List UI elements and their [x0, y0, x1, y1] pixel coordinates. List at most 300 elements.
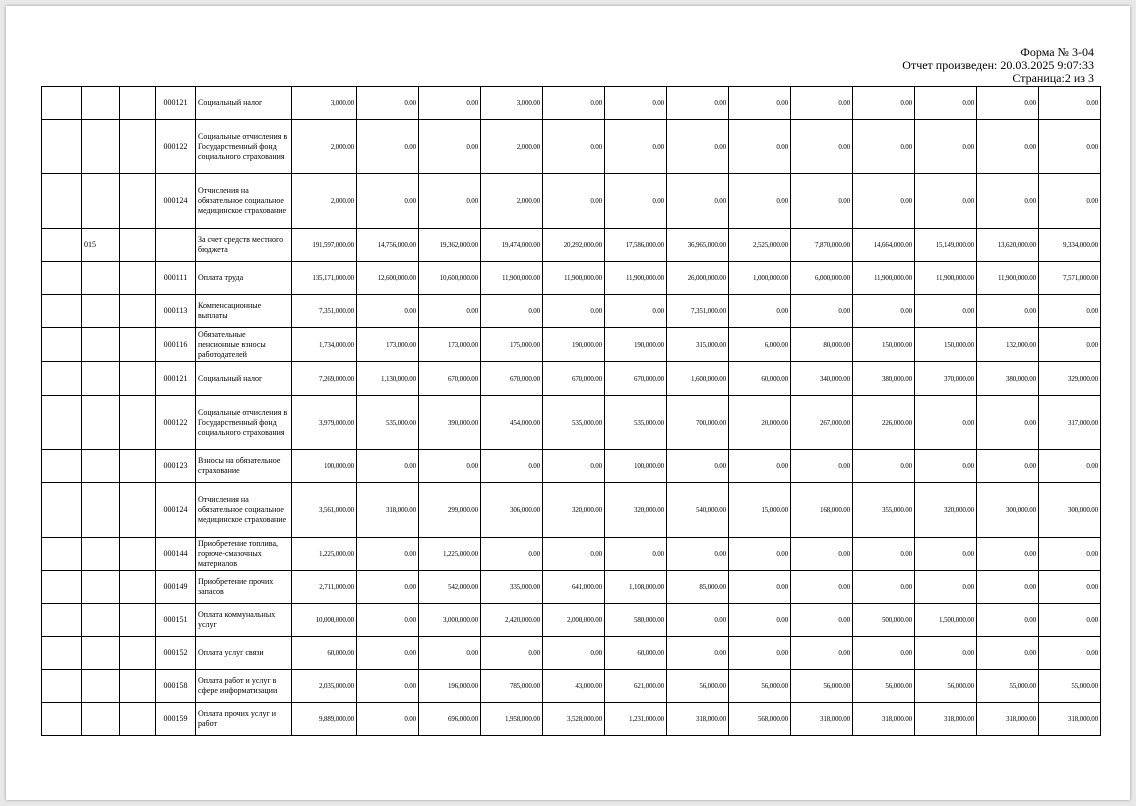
cell-amount: 0.00: [853, 538, 915, 571]
cell-group-b: [82, 670, 120, 703]
cell-amount: 0.00: [915, 295, 977, 328]
cell-amount: 0.00: [977, 571, 1039, 604]
cell-group-a: [42, 174, 82, 229]
cell-amount: 0.00: [853, 87, 915, 120]
cell-amount: 0.00: [667, 538, 729, 571]
cell-group-b: [82, 538, 120, 571]
cell-amount: 535,000.00: [605, 396, 667, 450]
cell-amount: 9,889,000.00: [292, 703, 357, 736]
cell-amount: 0.00: [357, 703, 419, 736]
cell-amount: 0.00: [915, 571, 977, 604]
cell-amount: 0.00: [791, 637, 853, 670]
cell-amount: 0.00: [543, 174, 605, 229]
cell-amount: 190,000.00: [605, 328, 667, 362]
cell-amount: 0.00: [357, 604, 419, 637]
cell-amount: 0.00: [1039, 87, 1101, 120]
cell-group-a: [42, 328, 82, 362]
cell-specifics-code: 000151: [156, 604, 196, 637]
cell-amount: 55,000.00: [1039, 670, 1101, 703]
cell-specifics-code: 000152: [156, 637, 196, 670]
cell-amount: 621,000.00: [605, 670, 667, 703]
cell-amount: 0.00: [605, 295, 667, 328]
cell-group-c: [120, 604, 156, 637]
cell-amount: 2,525,000.00: [729, 229, 791, 262]
cell-group-b: [82, 571, 120, 604]
cell-amount: 14,756,000.00: [357, 229, 419, 262]
cell-amount: 320,000.00: [915, 483, 977, 538]
cell-group-b: [82, 450, 120, 483]
cell-amount: 11,900,000.00: [605, 262, 667, 295]
cell-group-a: [42, 362, 82, 396]
cell-amount: 226,000.00: [853, 396, 915, 450]
cell-specifics-code: 000122: [156, 396, 196, 450]
cell-amount: 0.00: [915, 87, 977, 120]
cell-amount: 0.00: [419, 295, 481, 328]
cell-amount: 60,000.00: [292, 637, 357, 670]
cell-amount: 150,000.00: [853, 328, 915, 362]
cell-amount: 0.00: [1039, 295, 1101, 328]
cell-amount: 19,474,000.00: [481, 229, 543, 262]
cell-amount: 320,000.00: [543, 483, 605, 538]
cell-specifics-name: Оплата труда: [196, 262, 292, 295]
table-row: [42, 87, 1101, 120]
cell-specifics-name: Приобретение топлива, горюче-смазочных материалов: [196, 538, 292, 571]
cell-amount: 0.00: [605, 538, 667, 571]
cell-amount: 11,900,000.00: [977, 262, 1039, 295]
cell-amount: 0.00: [419, 87, 481, 120]
cell-group-c: [120, 362, 156, 396]
cell-amount: 0.00: [977, 538, 1039, 571]
cell-amount: 670,000.00: [543, 362, 605, 396]
cell-amount: 56,000.00: [667, 670, 729, 703]
cell-amount: 36,965,000.00: [667, 229, 729, 262]
cell-specifics-name: Компенсационные выплаты: [196, 295, 292, 328]
cell-amount: 0.00: [481, 538, 543, 571]
cell-amount: 0.00: [729, 120, 791, 174]
cell-amount: 60,000.00: [605, 637, 667, 670]
cell-amount: 0.00: [1039, 637, 1101, 670]
cell-amount: 11,900,000.00: [853, 262, 915, 295]
cell-amount: 0.00: [915, 450, 977, 483]
cell-group-a: [42, 295, 82, 328]
cell-amount: 0.00: [667, 87, 729, 120]
cell-group-c: [120, 87, 156, 120]
cell-amount: 0.00: [853, 120, 915, 174]
cell-amount: 0.00: [543, 538, 605, 571]
cell-amount: 2,000.00: [292, 120, 357, 174]
cell-amount: 2,000.00: [481, 174, 543, 229]
cell-amount: 80,000.00: [791, 328, 853, 362]
cell-amount: 0.00: [977, 295, 1039, 328]
cell-group-c: [120, 328, 156, 362]
cell-specifics-name: Оплата коммунальных услуг: [196, 604, 292, 637]
cell-group-a: [42, 262, 82, 295]
cell-amount: 2,000.00: [292, 174, 357, 229]
cell-amount: 0.00: [791, 571, 853, 604]
cell-specifics-code: 000116: [156, 328, 196, 362]
cell-amount: 318,000.00: [791, 703, 853, 736]
cell-specifics-name: Социальные отчисления в Государственный фонд социального страхования: [196, 396, 292, 450]
cell-amount: 340,000.00: [791, 362, 853, 396]
cell-amount: 7,571,000.00: [1039, 262, 1101, 295]
cell-group-b: [82, 604, 120, 637]
cell-amount: 1,108,000.00: [605, 571, 667, 604]
cell-amount: 173,000.00: [419, 328, 481, 362]
cell-amount: 0.00: [1039, 120, 1101, 174]
cell-group-c: [120, 637, 156, 670]
cell-amount: 0.00: [667, 450, 729, 483]
cell-amount: 1,500,000.00: [915, 604, 977, 637]
table-row: [42, 483, 1101, 538]
cell-group-a: [42, 571, 82, 604]
cell-amount: 20,000.00: [729, 396, 791, 450]
cell-group-b: [82, 396, 120, 450]
cell-specifics-name: Обязательные пенсионные взносы работодателей: [196, 328, 292, 362]
cell-group-c: [120, 571, 156, 604]
cell-group-c: [120, 262, 156, 295]
cell-amount: 132,000.00: [977, 328, 1039, 362]
cell-amount: 2,711,000.00: [292, 571, 357, 604]
cell-amount: 0.00: [419, 120, 481, 174]
cell-amount: 10,000,000.00: [292, 604, 357, 637]
cell-amount: 380,000.00: [977, 362, 1039, 396]
cell-amount: 150,000.00: [915, 328, 977, 362]
cell-amount: 0.00: [357, 295, 419, 328]
cell-amount: 0.00: [357, 87, 419, 120]
cell-amount: 0.00: [1039, 328, 1101, 362]
cell-specifics-code: 000149: [156, 571, 196, 604]
cell-amount: 14,664,000.00: [853, 229, 915, 262]
cell-amount: 0.00: [977, 637, 1039, 670]
cell-amount: 306,000.00: [481, 483, 543, 538]
cell-amount: 0.00: [667, 174, 729, 229]
cell-amount: 175,000.00: [481, 328, 543, 362]
cell-group-a: [42, 450, 82, 483]
cell-amount: 0.00: [1039, 538, 1101, 571]
cell-amount: 1,225,000.00: [419, 538, 481, 571]
cell-amount: 0.00: [419, 450, 481, 483]
cell-amount: 3,000.00: [481, 87, 543, 120]
cell-specifics-name: Отчисления на обязательное социальное медицинское страхование: [196, 174, 292, 229]
cell-amount: 1,734,000.00: [292, 328, 357, 362]
cell-amount: 580,000.00: [605, 604, 667, 637]
cell-amount: 0.00: [1039, 604, 1101, 637]
cell-specifics-code: 000121: [156, 87, 196, 120]
cell-amount: 100,000.00: [292, 450, 357, 483]
cell-specifics-code: 000124: [156, 174, 196, 229]
cell-group-c: [120, 174, 156, 229]
cell-amount: 3,979,000.00: [292, 396, 357, 450]
cell-amount: 11,900,000.00: [481, 262, 543, 295]
cell-amount: 568,000.00: [729, 703, 791, 736]
cell-amount: 6,000.00: [729, 328, 791, 362]
cell-amount: 0.00: [481, 637, 543, 670]
cell-amount: 0.00: [729, 538, 791, 571]
cell-amount: 670,000.00: [605, 362, 667, 396]
table-row: [42, 637, 1101, 670]
cell-amount: 7,269,000.00: [292, 362, 357, 396]
cell-amount: 10,600,000.00: [419, 262, 481, 295]
cell-amount: 0.00: [357, 538, 419, 571]
cell-amount: 0.00: [357, 174, 419, 229]
cell-group-a: [42, 120, 82, 174]
cell-amount: 320,000.00: [605, 483, 667, 538]
cell-amount: 0.00: [543, 637, 605, 670]
cell-amount: 6,000,000.00: [791, 262, 853, 295]
cell-amount: 0.00: [791, 450, 853, 483]
cell-group-a: [42, 703, 82, 736]
cell-amount: 56,000.00: [853, 670, 915, 703]
cell-amount: 0.00: [915, 396, 977, 450]
cell-amount: 0.00: [1039, 174, 1101, 229]
cell-specifics-name: Оплата услуг связи: [196, 637, 292, 670]
cell-amount: 0.00: [729, 604, 791, 637]
cell-group-c: [120, 396, 156, 450]
cell-amount: 0.00: [791, 120, 853, 174]
cell-amount: 318,000.00: [1039, 703, 1101, 736]
cell-amount: 55,000.00: [977, 670, 1039, 703]
cell-amount: 1,231,000.00: [605, 703, 667, 736]
cell-amount: 0.00: [419, 174, 481, 229]
cell-amount: 355,000.00: [853, 483, 915, 538]
table-row: [42, 362, 1101, 396]
cell-amount: 318,000.00: [853, 703, 915, 736]
page-indicator: Страница:2 из 3: [1012, 71, 1094, 85]
cell-amount: 390,000.00: [419, 396, 481, 450]
cell-amount: 20,292,000.00: [543, 229, 605, 262]
cell-amount: 0.00: [605, 174, 667, 229]
cell-amount: 0.00: [977, 450, 1039, 483]
cell-amount: 2,035,000.00: [292, 670, 357, 703]
cell-amount: 0.00: [791, 174, 853, 229]
cell-amount: 3,561,000.00: [292, 483, 357, 538]
cell-amount: 317,000.00: [1039, 396, 1101, 450]
cell-group-c: [120, 295, 156, 328]
cell-amount: 56,000.00: [915, 670, 977, 703]
cell-group-a: [42, 604, 82, 637]
cell-specifics-code: 000122: [156, 120, 196, 174]
table-row: [42, 670, 1101, 703]
cell-amount: 173,000.00: [357, 328, 419, 362]
cell-amount: 0.00: [729, 295, 791, 328]
table-row: [42, 571, 1101, 604]
cell-amount: 0.00: [853, 637, 915, 670]
cell-amount: 0.00: [729, 571, 791, 604]
cell-amount: 11,900,000.00: [543, 262, 605, 295]
cell-amount: 0.00: [543, 120, 605, 174]
cell-amount: 670,000.00: [481, 362, 543, 396]
cell-amount: 1,000,000.00: [729, 262, 791, 295]
cell-amount: 500,000.00: [853, 604, 915, 637]
cell-specifics-name: За счет средств местного бюджета: [196, 229, 292, 262]
cell-group-b: [82, 362, 120, 396]
cell-amount: 85,000.00: [667, 571, 729, 604]
cell-amount: 641,000.00: [543, 571, 605, 604]
cell-amount: 19,362,000.00: [419, 229, 481, 262]
cell-specifics-code: 000123: [156, 450, 196, 483]
cell-amount: 0.00: [543, 87, 605, 120]
cell-amount: 190,000.00: [543, 328, 605, 362]
cell-group-a: [42, 87, 82, 120]
cell-amount: 535,000.00: [357, 396, 419, 450]
cell-amount: 1,958,000.00: [481, 703, 543, 736]
cell-group-b: [82, 295, 120, 328]
report-header: [902, 46, 1094, 85]
cell-amount: 135,171,000.00: [292, 262, 357, 295]
cell-amount: 1,600,000.00: [667, 362, 729, 396]
cell-amount: 15,000.00: [729, 483, 791, 538]
cell-amount: 0.00: [357, 637, 419, 670]
cell-amount: 15,149,000.00: [915, 229, 977, 262]
table-row: [42, 229, 1101, 262]
cell-amount: 1,225,000.00: [292, 538, 357, 571]
cell-amount: 0.00: [667, 604, 729, 637]
cell-specifics-name: Социальный налог: [196, 87, 292, 120]
table-row: [42, 262, 1101, 295]
cell-amount: 696,000.00: [419, 703, 481, 736]
cell-group-c: [120, 229, 156, 262]
cell-group-c: [120, 703, 156, 736]
cell-amount: 300,000.00: [977, 483, 1039, 538]
cell-specifics-code: 000111: [156, 262, 196, 295]
cell-specifics-name: Социальные отчисления в Государственный фонд социального страхования: [196, 120, 292, 174]
cell-amount: 0.00: [977, 604, 1039, 637]
cell-group-a: [42, 229, 82, 262]
cell-amount: 0.00: [667, 637, 729, 670]
cell-amount: 0.00: [977, 87, 1039, 120]
cell-specifics-code: 000144: [156, 538, 196, 571]
cell-amount: 670,000.00: [419, 362, 481, 396]
cell-amount: 300,000.00: [1039, 483, 1101, 538]
cell-amount: 168,000.00: [791, 483, 853, 538]
cell-amount: 454,000.00: [481, 396, 543, 450]
table-row: [42, 703, 1101, 736]
cell-amount: 43,000.00: [543, 670, 605, 703]
cell-amount: 0.00: [1039, 450, 1101, 483]
cell-amount: 0.00: [605, 120, 667, 174]
cell-group-a: [42, 637, 82, 670]
table-row: [42, 396, 1101, 450]
cell-group-c: [120, 483, 156, 538]
cell-amount: 370,000.00: [915, 362, 977, 396]
cell-amount: 0.00: [729, 637, 791, 670]
cell-amount: 0.00: [791, 604, 853, 637]
cell-group-b: [82, 87, 120, 120]
cell-amount: 0.00: [605, 87, 667, 120]
cell-amount: 0.00: [481, 450, 543, 483]
cell-amount: 318,000.00: [667, 703, 729, 736]
cell-group-a: [42, 670, 82, 703]
cell-group-b: 015: [82, 229, 120, 262]
cell-amount: 0.00: [729, 450, 791, 483]
cell-amount: 0.00: [977, 396, 1039, 450]
table-row: [42, 174, 1101, 229]
cell-amount: 318,000.00: [977, 703, 1039, 736]
cell-amount: 0.00: [853, 571, 915, 604]
cell-amount: 7,351,000.00: [667, 295, 729, 328]
table-row: [42, 538, 1101, 571]
budget-table-body: [42, 87, 1101, 736]
cell-amount: 0.00: [419, 637, 481, 670]
cell-amount: 315,000.00: [667, 328, 729, 362]
table-row: [42, 604, 1101, 637]
cell-amount: 785,000.00: [481, 670, 543, 703]
cell-amount: 3,528,000.00: [543, 703, 605, 736]
report-generated-timestamp: Отчет произведен: 20.03.2025 9:07:33: [902, 58, 1094, 72]
table-row: [42, 450, 1101, 483]
cell-amount: 0.00: [791, 538, 853, 571]
cell-amount: 0.00: [915, 637, 977, 670]
cell-group-b: [82, 637, 120, 670]
cell-amount: 12,600,000.00: [357, 262, 419, 295]
cell-group-b: [82, 120, 120, 174]
cell-group-a: [42, 483, 82, 538]
cell-amount: 0.00: [357, 670, 419, 703]
cell-group-a: [42, 538, 82, 571]
cell-group-b: [82, 262, 120, 295]
cell-amount: 0.00: [915, 538, 977, 571]
cell-amount: 0.00: [729, 87, 791, 120]
cell-amount: 56,000.00: [729, 670, 791, 703]
cell-amount: 0.00: [915, 120, 977, 174]
cell-amount: 0.00: [791, 87, 853, 120]
cell-group-c: [120, 120, 156, 174]
cell-group-c: [120, 450, 156, 483]
cell-group-b: [82, 483, 120, 538]
cell-amount: 2,000.00: [481, 120, 543, 174]
cell-specifics-name: Отчисления на обязательное социальное медицинское страхование: [196, 483, 292, 538]
cell-amount: 318,000.00: [357, 483, 419, 538]
cell-amount: 535,000.00: [543, 396, 605, 450]
cell-amount: 299,000.00: [419, 483, 481, 538]
cell-amount: 17,586,000.00: [605, 229, 667, 262]
cell-amount: 0.00: [729, 174, 791, 229]
cell-amount: 56,000.00: [791, 670, 853, 703]
cell-amount: 0.00: [357, 450, 419, 483]
cell-specifics-name: Приобретение прочих запасов: [196, 571, 292, 604]
cell-amount: 380,000.00: [853, 362, 915, 396]
cell-amount: 0.00: [357, 120, 419, 174]
cell-specifics-code: 000158: [156, 670, 196, 703]
cell-group-a: [42, 396, 82, 450]
cell-amount: 2,000,000.00: [543, 604, 605, 637]
cell-specifics-code: [156, 229, 196, 262]
cell-amount: 2,420,000.00: [481, 604, 543, 637]
cell-specifics-code: 000159: [156, 703, 196, 736]
cell-amount: 7,870,000.00: [791, 229, 853, 262]
cell-amount: 0.00: [977, 174, 1039, 229]
cell-amount: 1,130,000.00: [357, 362, 419, 396]
cell-amount: 0.00: [543, 295, 605, 328]
cell-amount: 0.00: [481, 295, 543, 328]
cell-amount: 3,000.00: [292, 87, 357, 120]
cell-amount: 0.00: [853, 174, 915, 229]
cell-amount: 0.00: [853, 295, 915, 328]
cell-amount: 7,351,000.00: [292, 295, 357, 328]
cell-group-b: [82, 328, 120, 362]
cell-specifics-name: Социальный налог: [196, 362, 292, 396]
cell-specifics-name: Оплата прочих услуг и работ: [196, 703, 292, 736]
cell-specifics-name: Оплата работ и услуг в сфере информатизации: [196, 670, 292, 703]
cell-group-c: [120, 538, 156, 571]
cell-amount: 0.00: [853, 450, 915, 483]
cell-amount: 542,000.00: [419, 571, 481, 604]
cell-amount: 318,000.00: [915, 703, 977, 736]
cell-group-b: [82, 174, 120, 229]
cell-amount: 0.00: [915, 174, 977, 229]
table-row: [42, 328, 1101, 362]
cell-amount: 9,334,000.00: [1039, 229, 1101, 262]
